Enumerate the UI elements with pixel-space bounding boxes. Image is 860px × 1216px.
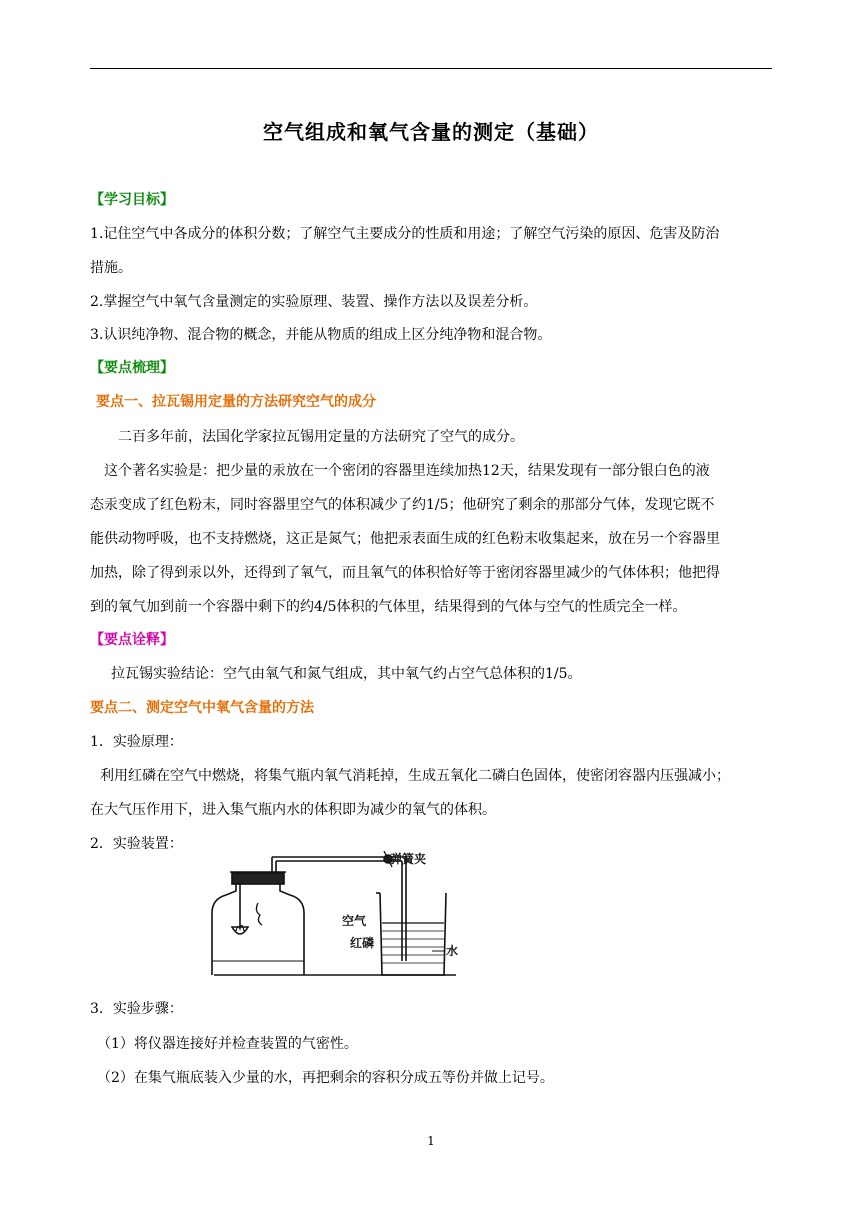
point1-body-line: 能供动物呼吸，也不支持燃烧，这正是氮气；他把汞表面生成的红色粉末收集起来，放在另一个容器里: [90, 531, 720, 547]
principle-label: 1．实验原理：: [90, 734, 183, 750]
air-label: 空气: [342, 914, 367, 928]
explain-heading: 【要点诠释】: [90, 632, 174, 648]
objectives-heading: 【学习目标】: [90, 192, 174, 208]
page-number: 1: [427, 1134, 435, 1148]
objective-line: 2.掌握空气中氧气含量测定的实验原理、装置、操作方法以及误差分析。: [90, 294, 538, 310]
point2-heading: 要点二、测定空气中氧气含量的方法: [90, 700, 314, 716]
apparatus-figure: [210, 843, 460, 979]
principle-body-line: 在大气压作用下，进入集气瓶内水的体积即为减少的氧气的体积。: [90, 802, 496, 818]
point1-intro: 二百多年前，法国化学家拉瓦锡用定量的方法研究了空气的成分。: [118, 429, 524, 445]
point1-body-line: 态汞变成了红色粉末，同时容器里空气的体积减少了约1/5；他研究了剩余的那部分气体，发现它既不: [90, 497, 715, 513]
header-rule: [90, 68, 772, 69]
step-line: （1）将仪器连接好并检查装置的气密性。: [97, 1036, 358, 1052]
point1-heading: 要点一、拉瓦锡用定量的方法研究空气的成分: [96, 394, 376, 410]
keypoints-heading: 【要点梳理】: [90, 360, 174, 376]
phosphorus-label: 红磷: [350, 936, 375, 950]
principle-body-line: 利用红磷在空气中燃烧，将集气瓶内氧气消耗掉，生成五氧化二磷白色固体，使密闭容器内压强减小；: [100, 768, 730, 784]
objective-line: 措施。: [90, 260, 132, 276]
step-line: （2）在集气瓶底装入少量的水，再把剩余的容积分成五等份并做上记号。: [97, 1070, 554, 1086]
objective-line: 3.认识纯净物、混合物的概念，并能从物质的组成上区分纯净物和混合物。: [90, 327, 552, 343]
point1-body-line: 这个著名实验是：把少量的汞放在一个密闭的容器里连续加热12天，结果发现有一部分银白色的液: [104, 463, 710, 479]
water-label: 水: [446, 944, 459, 958]
explain-text: 拉瓦锡实验结论：空气由氧气和氮气组成，其中氧气约占空气总体积的1/5。: [111, 666, 582, 682]
objective-line: 1.记住空气中各成分的体积分数；了解空气主要成分的性质和用途；了解空气污染的原因、危害及防治: [90, 226, 720, 242]
point1-body-line: 到的氧气加到前一个容器中剩下的约4/5体积的气体里，结果得到的气体与空气的性质完全一样。: [90, 599, 687, 615]
steps-label: 3．实验步骤：: [90, 1001, 183, 1017]
apparatus-label: 2．实验装置：: [90, 836, 183, 852]
point1-body-line: 加热，除了得到汞以外，还得到了氧气，而且氧气的体积恰好等于密闭容器里减少的气体体积；他把得: [90, 565, 720, 581]
clamp-label: 弹簧夹: [390, 852, 427, 866]
page-title: 空气组成和氧气含量的测定（基础）: [263, 120, 599, 144]
